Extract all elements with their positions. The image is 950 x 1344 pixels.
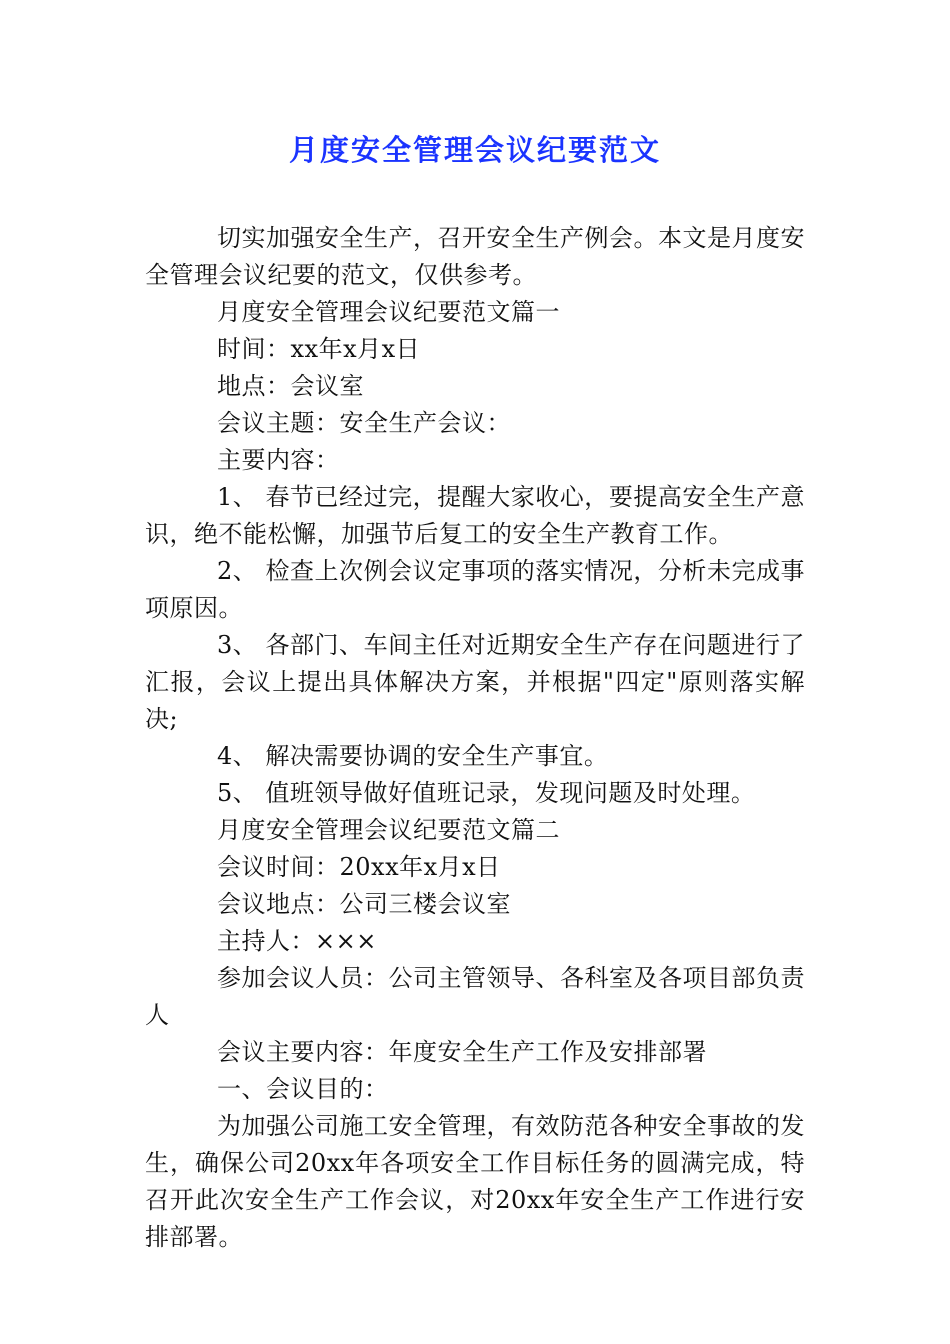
meeting-topic: 会议主题：安全生产会议： [217, 409, 511, 437]
meeting-time-two: 会议时间：20xx年x月x日 [217, 853, 501, 881]
document-body [145, 220, 805, 1256]
section-heading-part-two: 月度安全管理会议纪要范文篇二 [217, 816, 560, 844]
meeting-purpose-text: 为加强公司施工安全管理，有效防范各种安全事故的发生，确保公司20xx年各项安全工作目标任务的圆满完成，特召开此次安全生产工作会议，对20xx年安全生产工作进行安排部署。 [145, 1112, 805, 1251]
document-title: 月度安全管理会议纪要范文 [288, 133, 661, 167]
section-heading-part-one: 月度安全管理会议纪要范文篇一 [217, 298, 560, 326]
paragraph-intro: 切实加强安全生产，召开安全生产例会。本文是月度安全管理会议纪要的范文，仅供参考。 [145, 224, 805, 289]
meeting-time: 时间：xx年x月x日 [217, 335, 421, 363]
list-item-5: 5、 值班领导做好值班记录，发现问题及时处理。 [217, 779, 756, 807]
main-content-label: 主要内容： [217, 446, 340, 474]
list-item-4: 4、 解决需要协调的安全生产事宜。 [217, 742, 609, 770]
meeting-purpose-heading: 一、会议目的： [217, 1075, 389, 1103]
list-item-3: 3、 各部门、车间主任对近期安全生产存在问题进行了汇报，会议上提出具体解决方案，并根据"四定"原则落实解决; [145, 631, 805, 733]
meeting-attendees: 参加会议人员：公司主管领导、各科室及各项目部负责人 [145, 964, 805, 1029]
meeting-main-content: 会议主要内容：年度安全生产工作及安排部署 [217, 1038, 707, 1066]
meeting-host: 主持人：××× [217, 927, 377, 955]
list-item-1: 1、 春节已经过完，提醒大家收心，要提高安全生产意识，绝不能松懈，加强节后复工的安全生产教育工作。 [145, 483, 805, 548]
meeting-location: 地点：会议室 [217, 372, 364, 400]
list-item-2: 2、 检查上次例会议定事项的落实情况，分析未完成事项原因。 [145, 557, 805, 622]
meeting-location-two: 会议地点：公司三楼会议室 [217, 890, 511, 918]
